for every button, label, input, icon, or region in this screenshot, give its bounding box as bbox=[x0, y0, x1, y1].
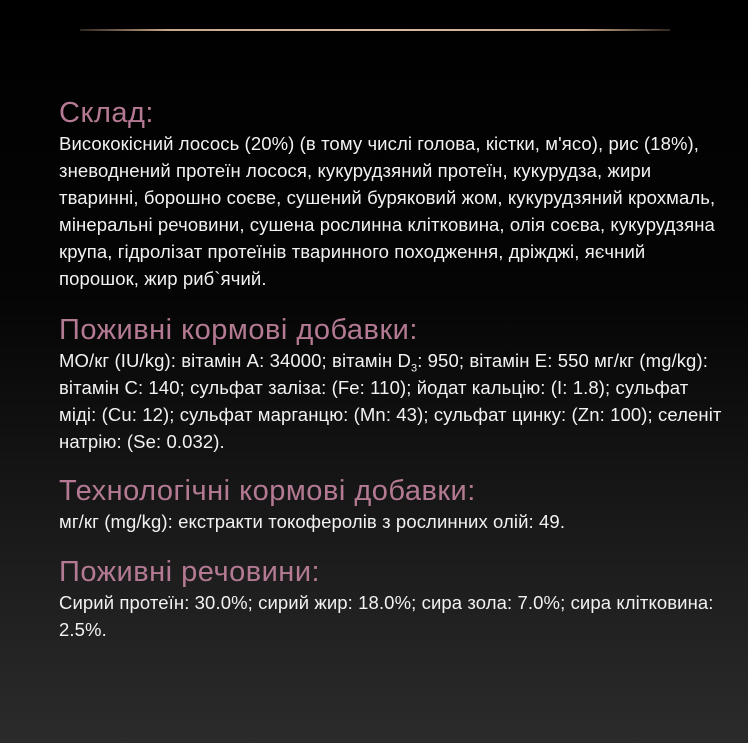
ingredients-panel bbox=[59, 96, 729, 643]
nutritional-additives-text bbox=[59, 347, 729, 455]
technological-additives-section bbox=[59, 474, 729, 535]
nutritional-additives-heading: Поживні кормові добавки: bbox=[59, 314, 418, 346]
composition-text: Висококісний лосось (20%) (в тому числі голова, кістки, м'ясо), рис (18%), зневоднений протеїн лосося, кукурудзяний протеїн, кукурудза, жири тваринні, борошно соєве, сушений буряковий жом, кукурудзяний крохмаль, мінеральні речовини, сушена рослинна клітковина, олія соєва, кукурудзяна крупа, гідролізат протеїнів тваринного походження, дріжджі, яєчний порошок, жир риб`ячий. bbox=[59, 133, 716, 289]
nutritional-additives-text-part-2: : 950; вітамін Е: 550 мг/кг (mg/kg): вітамін С: 140; сульфат заліза: (Fe: 110); йодат кальцію: (I: 1.8); сульфат міді: (Cu: 12); сульфат марганцю: (Mn: 43); сульфат цинку: (Zn: 100); селеніт натрію: (Se: 0.032). bbox=[59, 350, 722, 452]
nutrients-text: Сирий протеїн: 30.0%; сирий жир: 18.0%; сира зола: 7.0%; сира клітковина: 2.5%. bbox=[59, 592, 714, 640]
composition-heading: Склад: bbox=[59, 97, 154, 129]
technological-additives-text: мг/кг (mg/kg): екстракти токоферолів з рослинних олій: 49. bbox=[59, 511, 566, 532]
nutritional-additives-text-part-1: МО/кг (IU/kg): вітамін А: 34000; вітамін D bbox=[59, 350, 411, 371]
nutrients-section bbox=[59, 555, 729, 643]
vitamin-d-subscript: 3 bbox=[410, 362, 418, 375]
top-divider-line bbox=[80, 29, 670, 31]
nutrients-heading: Поживні речовини: bbox=[59, 556, 321, 588]
nutritional-additives-section bbox=[59, 313, 729, 455]
technological-additives-heading: Технологічні кормові добавки: bbox=[59, 475, 476, 507]
composition-section bbox=[59, 96, 729, 292]
